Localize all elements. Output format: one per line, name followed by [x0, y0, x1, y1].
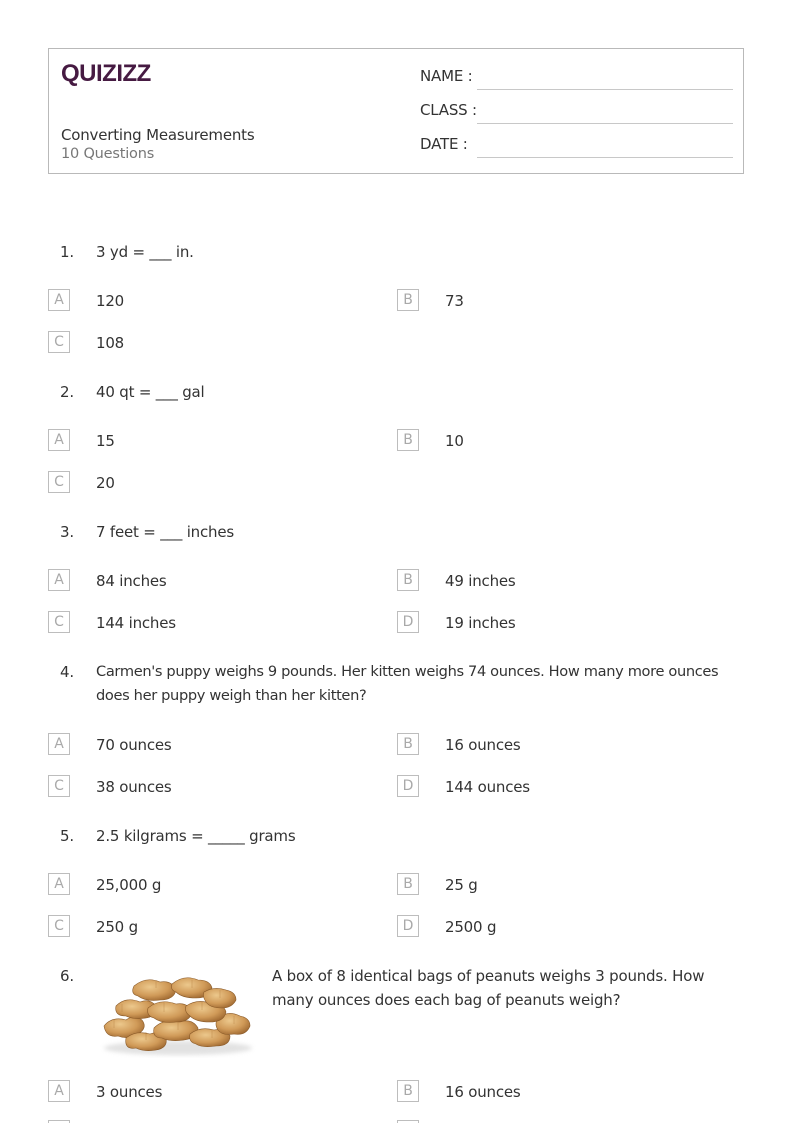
option-letter[interactable]: D: [397, 775, 419, 797]
option-letter[interactable]: B: [397, 733, 419, 755]
question-number: 4.: [60, 663, 74, 681]
date-line[interactable]: [477, 157, 733, 158]
question-text-continued: does her puppy weigh than her kitten?: [96, 687, 367, 704]
option-text: 2500 g: [445, 918, 497, 936]
class-label: CLASS :: [420, 101, 477, 119]
option-text: 49 inches: [445, 572, 516, 590]
option-letter[interactable]: A: [48, 733, 70, 755]
peanuts-image: [94, 968, 258, 1058]
name-label: NAME :: [420, 67, 473, 85]
question-text: 2.5 kilgrams = _____ grams: [96, 827, 296, 845]
option-letter[interactable]: B: [397, 873, 419, 895]
option-text: 73: [445, 292, 464, 310]
option-letter[interactable]: C: [48, 611, 70, 633]
worksheet-title: Converting Measurements: [61, 126, 255, 144]
class-field[interactable]: [420, 101, 733, 125]
option-text: 84 inches: [96, 572, 167, 590]
option-letter[interactable]: B: [397, 289, 419, 311]
option-letter[interactable]: C: [48, 331, 70, 353]
name-line[interactable]: [477, 89, 733, 90]
question-number: 5.: [60, 827, 74, 845]
option-letter[interactable]: A: [48, 569, 70, 591]
option-text: 144 inches: [96, 614, 176, 632]
option-letter[interactable]: A: [48, 873, 70, 895]
option-text: 20: [96, 474, 115, 492]
option-letter[interactable]: D: [397, 611, 419, 633]
question-text: 3 yd = ___ in.: [96, 243, 194, 261]
option-letter[interactable]: B: [397, 1080, 419, 1102]
option-text: 15: [96, 432, 115, 450]
option-letter[interactable]: C: [48, 915, 70, 937]
name-field[interactable]: [420, 67, 733, 91]
option-letter[interactable]: B: [397, 429, 419, 451]
option-letter[interactable]: C: [48, 775, 70, 797]
question-number: 1.: [60, 243, 74, 261]
quizizz-logo: [61, 59, 153, 89]
option-letter[interactable]: C: [48, 471, 70, 493]
question-text: 7 feet = ___ inches: [96, 523, 234, 541]
svg-text:QUIZIZZ: QUIZIZZ: [61, 60, 151, 87]
question-text-continued: many ounces does each bag of peanuts weigh?: [272, 991, 621, 1009]
question-count: 10 Questions: [61, 146, 155, 162]
question-number: 6.: [60, 967, 74, 985]
option-letter[interactable]: B: [397, 569, 419, 591]
question-text: A box of 8 identical bags of peanuts weighs 3 pounds. How: [272, 967, 705, 985]
option-text: 70 ounces: [96, 736, 172, 754]
date-label: DATE :: [420, 135, 468, 153]
option-letter[interactable]: D: [397, 915, 419, 937]
date-field[interactable]: [420, 135, 733, 159]
option-text: 108: [96, 334, 125, 352]
question-number: 2.: [60, 383, 74, 401]
question-number: 3.: [60, 523, 74, 541]
worksheet-header: [48, 48, 744, 174]
option-text: 144 ounces: [445, 778, 530, 796]
class-line[interactable]: [477, 123, 733, 124]
option-letter[interactable]: A: [48, 1080, 70, 1102]
option-text: 120: [96, 292, 125, 310]
option-text: 16 ounces: [445, 736, 521, 754]
option-letter[interactable]: A: [48, 289, 70, 311]
option-text: 25 g: [445, 876, 478, 894]
option-text: 3 ounces: [96, 1083, 163, 1101]
option-text: 250 g: [96, 918, 138, 936]
question-text: 40 qt = ___ gal: [96, 383, 205, 401]
question-text: Carmen's puppy weighs 9 pounds. Her kitten weighs 74 ounces. How many more ounces: [96, 663, 719, 680]
option-text: 19 inches: [445, 614, 516, 632]
option-text: 16 ounces: [445, 1083, 521, 1101]
option-text: 10: [445, 432, 464, 450]
option-text: 38 ounces: [96, 778, 172, 796]
option-text: 25,000 g: [96, 876, 162, 894]
option-letter[interactable]: A: [48, 429, 70, 451]
